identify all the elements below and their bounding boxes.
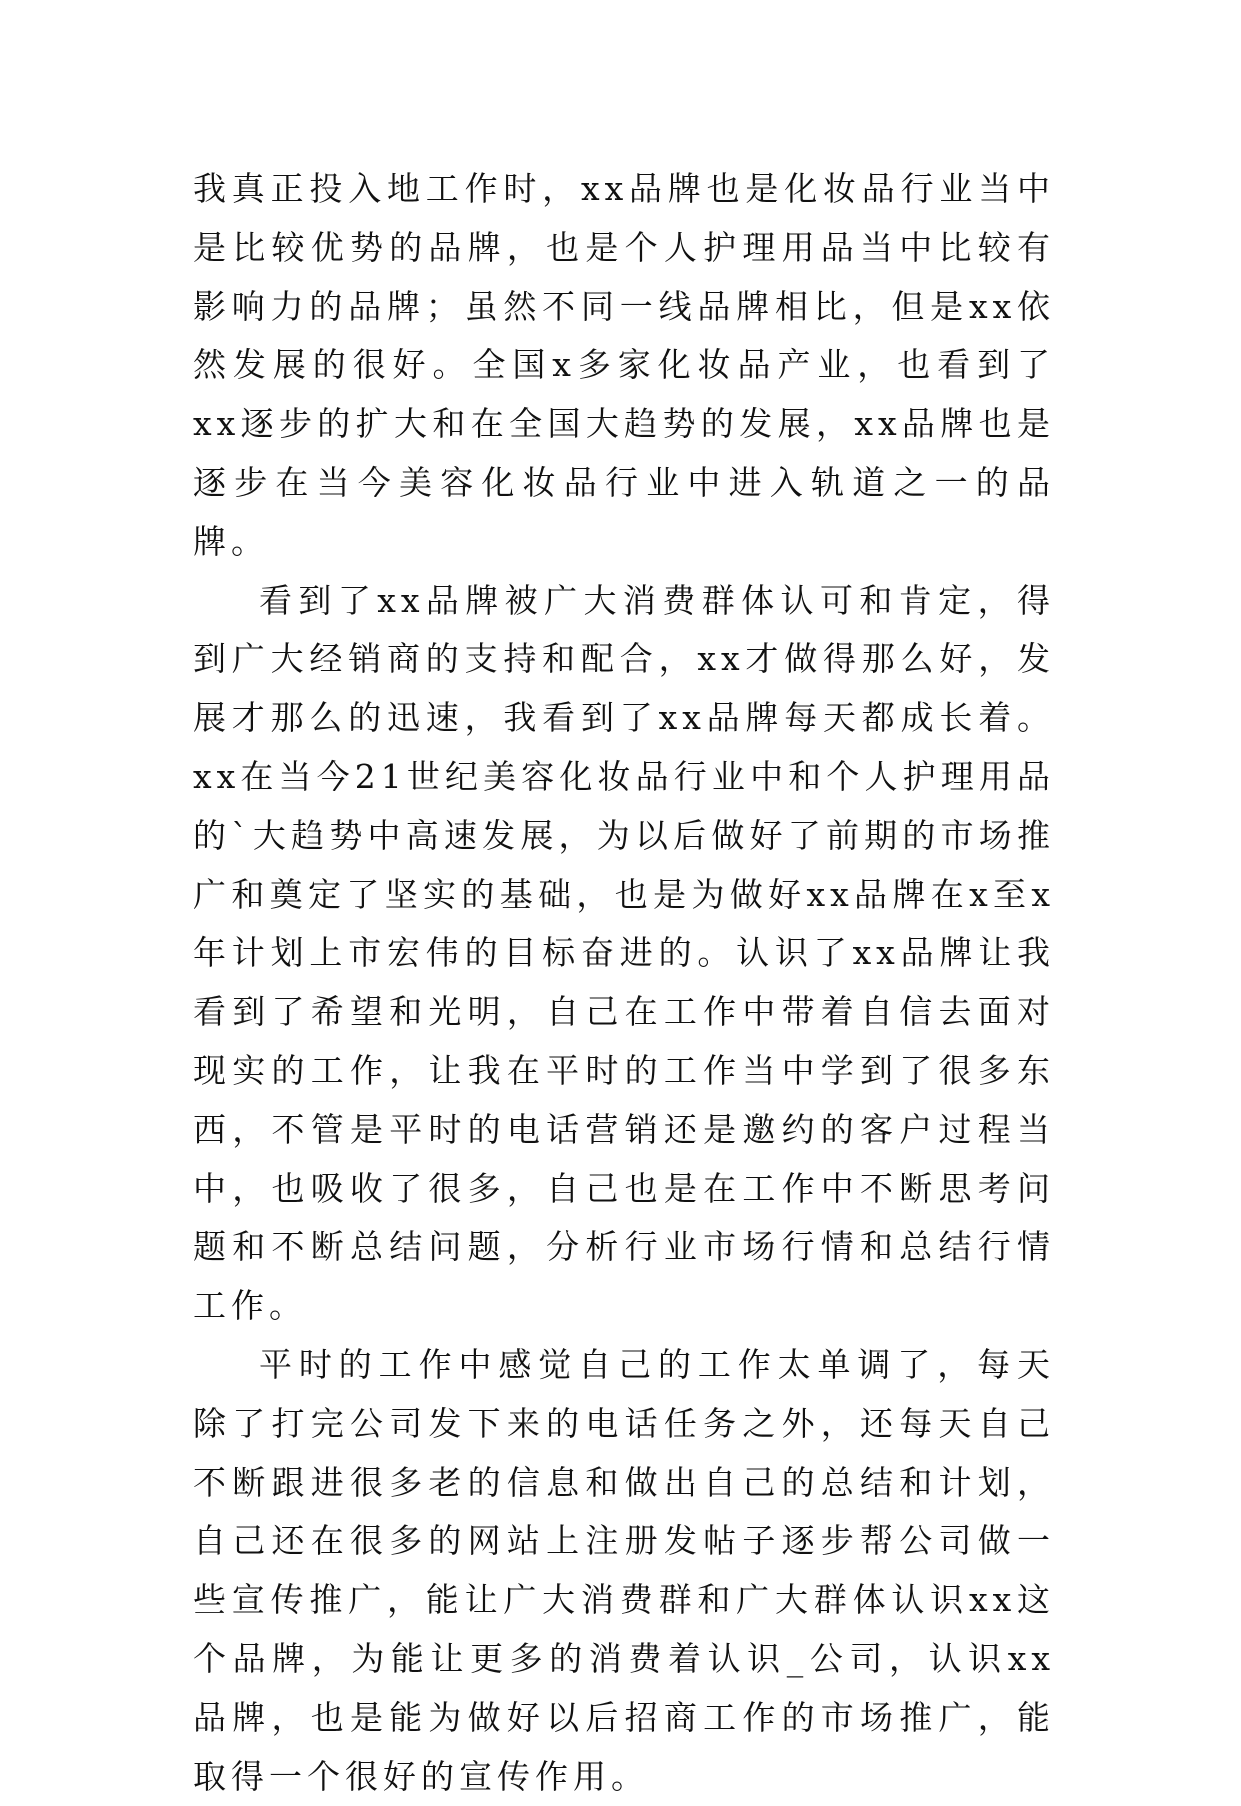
paragraph-3: 平时的工作中感觉自己的工作太单调了，每天除了打完公司发下来的电话任务之外，还每天自己不断跟进很多老的信息和做出自己的总结和计划，自己还在很多的网站上注册发帖子逐步帮公司做一些宣传推广，能让广大消费群和广大群体认识xx这个品牌，为能让更多的消费着认识_公司，认识xx品牌，也是能为做好以后招商工作的市场推广，能取得一个很好的宣传作用。: [193, 1344, 1055, 1796]
paragraph-1: 我真正投入地工作时，xx品牌也是化妆品行业当中是比较优势的品牌，也是个人护理用品当中比较有影响力的品牌；虽然不同一线品牌相比，但是xx依然发展的很好。全国x多家化妆品产业，也看到了xx逐步的扩大和在全国大趋势的发展，xx品牌也是逐步在当今美容化妆品行业中进入轨道之一的品牌。: [193, 169, 1055, 561]
paragraph-2: 看到了xx品牌被广大消费群体认可和肯定，得到广大经销商的支持和配合，xx才做得那么好，发展才那么的迅速，我看到了xx品牌每天都成长着。xx在当今21世纪美容化妆品行业中和个人护理用品的`大趋势中高速发展，为以后做好了前期的市场推广和奠定了坚实的基础，也是为做好xx品牌在x至x年计划上市宏伟的目标奋进的。认识了xx品牌让我看到了希望和光明，自己在工作中带着自信去面对现实的工作，让我在平时的工作当中学到了很多东西，不管是平时的电话营销还是邀约的客户过程当中，也吸收了很多，自己也是在工作中不断思考问题和不断总结问题，分析行业市场行情和总结行情工作。: [193, 580, 1055, 1326]
document-body: [193, 160, 1055, 1806]
